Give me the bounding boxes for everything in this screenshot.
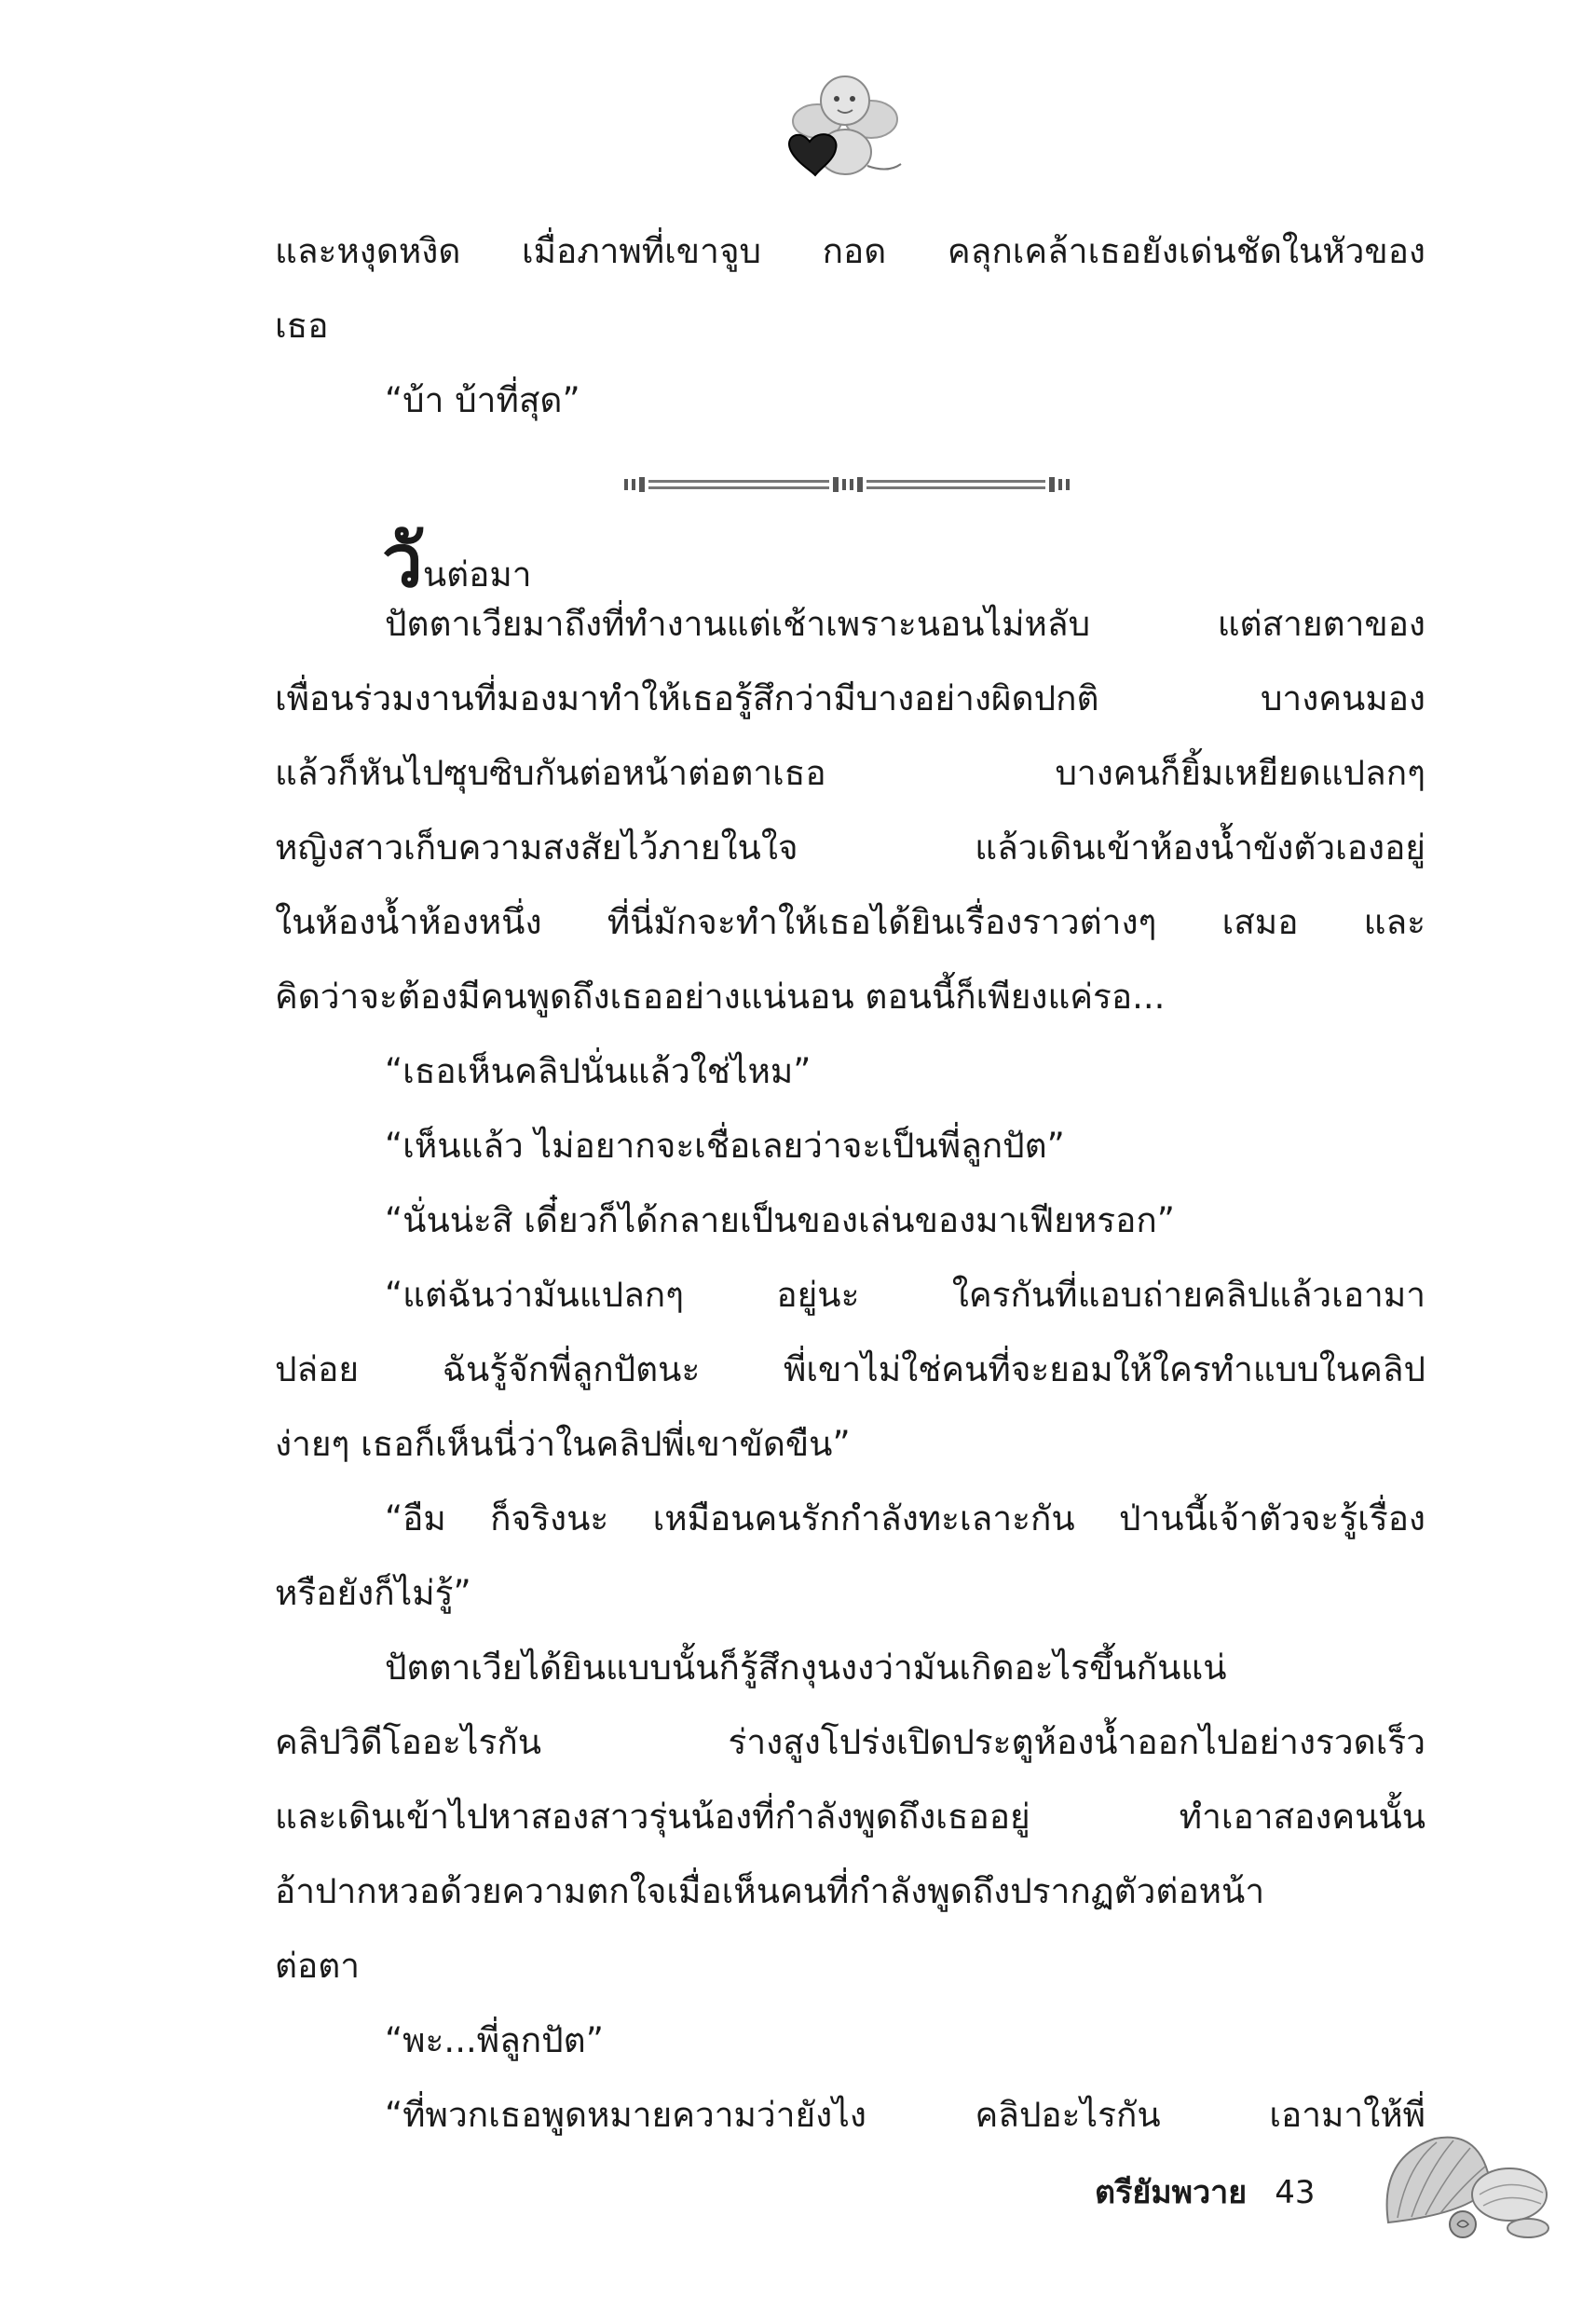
drop-cap: วั xyxy=(382,519,423,604)
dialogue-line: “บ้า บ้าที่สุด” xyxy=(385,380,580,420)
text-line: คิดว่าจะต้องมีคนพูดถึงเธออย่างแน่นอน ตอนนี้ก็เพียงแค่รอ... xyxy=(275,977,1166,1017)
page-number: 43 xyxy=(1275,2174,1316,2211)
seashells-icon xyxy=(1370,2120,1565,2241)
body-text xyxy=(275,587,1425,2153)
dialogue-line: “พะ...พี่ลูกปัต” xyxy=(385,2020,604,2060)
text-line: หรือยังก็ไม่รู้” xyxy=(275,1573,471,1613)
top-paragraph xyxy=(275,214,1425,438)
dialogue-line: “แต่ฉันว่ามันแปลกๆ อยู่นะ ใครกันที่แอบถ่ายคลิปแล้วเอามา xyxy=(385,1275,1425,1315)
text-line: และหงุดหงิด เมื่อภาพที่เขาจูบ กอด คลุกเคล้าเธอยังเด่นชัดในหัวของ xyxy=(275,231,1425,271)
text-line: แล้วก็หันไปซุบซิบกันต่อหน้าต่อตาเธอ บางคนก็ยิ้มเหยียดแปลกๆ xyxy=(275,753,1425,793)
text-line: ปล่อย ฉันรู้จักพี่ลูกปัตนะ พี่เขาไม่ใช่คนที่จะยอมให้ใครทำแบบในคลิป xyxy=(275,1349,1425,1389)
text-line: ปัตตาเวียมาถึงที่ทำงานแต่เช้าเพราะนอนไม่หลับ แต่สายตาของ xyxy=(385,604,1425,644)
cupid-with-heart-icon xyxy=(778,63,908,185)
text-line: เพื่อนร่วมงานที่มองมาทำให้เธอรู้สึกว่ามีบางอย่างผิดปกติ บางคนมอง xyxy=(275,678,1425,718)
text-line: ต่อตา xyxy=(275,1946,361,1986)
ornamental-divider-icon xyxy=(624,472,1071,498)
text-line: ในห้องน้ำห้องหนึ่ง ที่นี่มักจะทำให้เธอได้ยินเรื่องราวต่างๆ เสมอ และ xyxy=(275,902,1425,942)
text-line: เธอ xyxy=(275,306,329,346)
dialogue-line: “ที่พวกเธอพูดหมายความว่ายังไง คลิปอะไรกัน เอามาให้พี่ xyxy=(385,2095,1425,2135)
page-footer xyxy=(1095,2167,1315,2217)
text-line: ปัตตาเวียได้ยินแบบนั้นก็รู้สึกงุนงงว่ามันเกิดอะไรขึ้นกันแน่ xyxy=(385,1648,1227,1688)
dialogue-line: “อืม ก็จริงนะ เหมือนคนรักกำลังทะเลาะกัน ป่านนี้เจ้าตัวจะรู้เรื่อง xyxy=(385,1498,1425,1538)
dialogue-line: “เธอเห็นคลิปนั่นแล้วใช่ไหม” xyxy=(385,1051,812,1091)
text-line: และเดินเข้าไปหาสองสาวรุ่นน้องที่กำลังพูดถึงเธออยู่ ทำเอาสองคนนั้น xyxy=(275,1797,1425,1837)
text-line: หญิงสาวเก็บความสงสัยไว้ภายในใจ แล้วเดินเข้าห้องน้ำขังตัวเองอยู่ xyxy=(275,827,1425,868)
text-line: อ้าปากหวอด้วยความตกใจเมื่อเห็นคนที่กำลังพูดถึงปรากฏตัวต่อหน้า xyxy=(275,1871,1265,1911)
dialogue-line: “นั่นน่ะสิ เดี๋ยวก็ได้กลายเป็นของเล่นของมาเฟียหรอก” xyxy=(385,1200,1175,1240)
drop-cap-rest: นต่อมา xyxy=(422,554,532,595)
text-line: คลิปวิดีโออะไรกัน ร่างสูงโปร่งเปิดประตูห้องน้ำออกไปอย่างรวดเร็ว xyxy=(275,1722,1425,1762)
dialogue-line: “เห็นแล้ว ไม่อยากจะเชื่อเลยว่าจะเป็นพี่ลูกปัต” xyxy=(385,1126,1065,1166)
section-opening xyxy=(382,503,532,604)
book-title: ตรียัมพวาย xyxy=(1095,2174,1248,2211)
text-line: ง่ายๆ เธอก็เห็นนี่ว่าในคลิปพี่เขาขัดขืน” xyxy=(275,1424,851,1464)
